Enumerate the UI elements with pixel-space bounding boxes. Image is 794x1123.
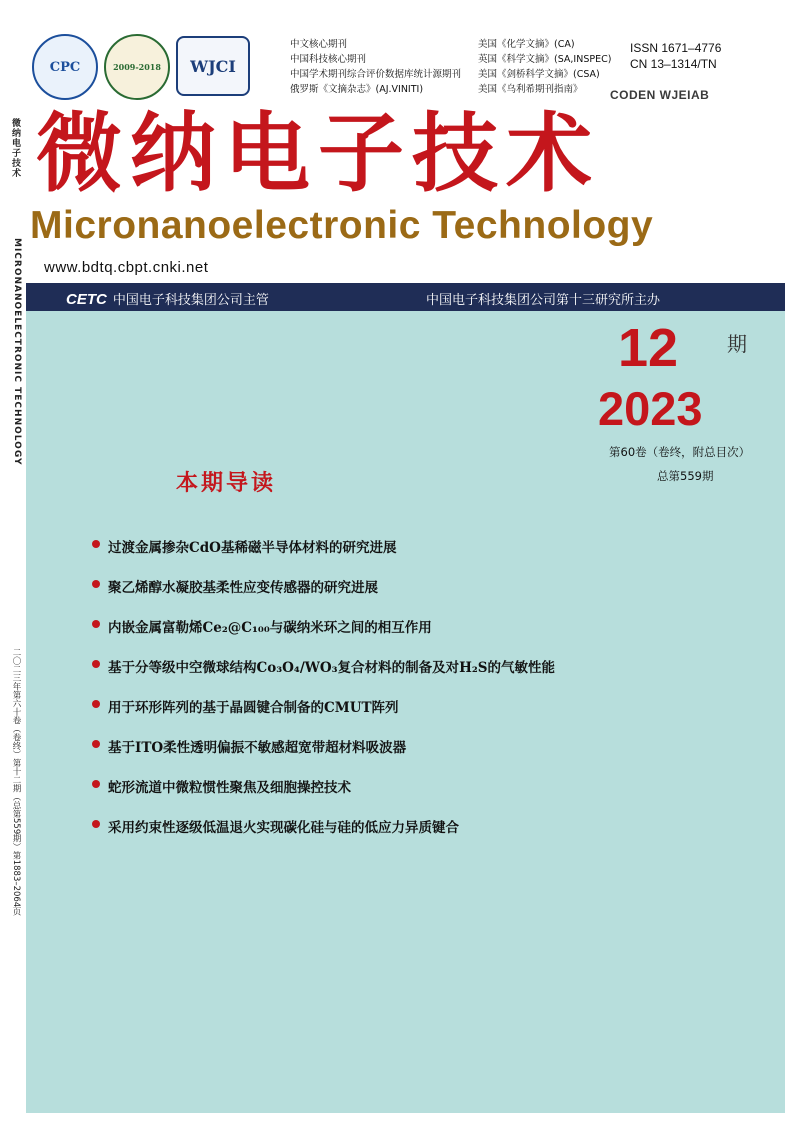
list-item: 采用约束性逐级低温退火实现碳化硅与硅的低应力异质键合 (92, 816, 555, 856)
award-seal-icon: 2009-2018 (104, 34, 170, 100)
sponsor-right: 中国电子科技集团公司第十三研究所主办 (426, 293, 661, 308)
indexing-item: 英国《科学文摘》(SA,INSPEC) (478, 54, 612, 65)
indexing-item: 俄罗斯《文摘杂志》(AJ.VINITI) (290, 84, 424, 95)
sponsor-left-text: 中国电子科技集团公司主管 (112, 293, 269, 308)
publisher-band (26, 283, 785, 311)
journal-title-cn: 微纳电子技术 (36, 103, 600, 204)
journal-url: www.bdtq.cbpt.cnki.net (44, 259, 209, 276)
indexing-list-left (290, 37, 461, 97)
list-item: 过渡金属掺杂CdO基稀磁半导体材料的研究进展 (92, 536, 555, 576)
bullet-icon (92, 780, 100, 788)
indexing-item: 中国科技核心期刊 (290, 54, 367, 65)
wjci-logo-icon: WJCI (176, 36, 250, 96)
article-list (92, 536, 555, 856)
guide-title: 本期导读 (176, 470, 277, 496)
bullet-icon (92, 540, 100, 548)
indexing-item: 中文核心期刊 (290, 39, 348, 50)
issn: ISSN 1671–4776 (630, 41, 722, 55)
cpc-logo-icon: CPC (32, 34, 98, 100)
issn-block (630, 40, 721, 72)
bullet-icon (92, 820, 100, 828)
bullet-icon (92, 700, 100, 708)
bullet-icon (92, 660, 100, 668)
list-item: 用于环形阵列的基于晶圆键合制备的CMUT阵列 (92, 696, 555, 736)
bullet-icon (92, 740, 100, 748)
spine-title-cn: 微纳电子技术 (10, 118, 20, 178)
indexing-item: 美国《化学文摘》(CA) (478, 39, 575, 50)
issue-suffix: 期 (727, 332, 747, 356)
list-item: 蛇形流道中微粒惯性聚焦及细胞操控技术 (92, 776, 555, 816)
coden: CODEN WJEIAB (610, 88, 710, 102)
sponsor-left (66, 289, 269, 308)
volume-info: 第60卷（卷终，附总目次） (609, 445, 751, 459)
spine (0, 0, 26, 1123)
spine-title-en: MICRONANOELECTRONIC TECHNOLOGY (12, 238, 22, 466)
list-item: 聚乙烯醇水凝胶基柔性应变传感器的研究进展 (92, 576, 555, 616)
issue-year: 2023 (598, 382, 703, 435)
cetc-logo: CETC (66, 291, 107, 308)
list-item: 基于分等级中空微球结构Co₃O₄/WO₃复合材料的制备及对H₂S的气敏性能 (92, 656, 555, 696)
spine-issue-info: 二〇二三年第六十卷（卷终）第十二期（总第559期）第1883–2064页 (11, 648, 21, 916)
cn-number: CN 13–1314/TN (630, 57, 717, 71)
bullet-icon (92, 580, 100, 588)
bottom-margin (26, 1113, 794, 1123)
journal-title-en: Micronanoelectronic Technology (30, 204, 654, 247)
issue-number: 12 (618, 318, 679, 378)
indexing-item: 中国学术期刊综合评价数据库统计源期刊 (290, 69, 462, 80)
list-item: 基于ITO柔性透明偏振不敏感超宽带超材料吸波器 (92, 736, 555, 776)
indexing-item: 美国《乌利希期刊指南》 (478, 84, 583, 95)
list-item: 内嵌金属富勒烯Ce₂@C₁₀₀与碳纳米环之间的相互作用 (92, 616, 555, 656)
total-issue: 总第559期 (657, 469, 714, 483)
indexing-item: 美国《剑桥科学文摘》(CSA) (478, 69, 600, 80)
bullet-icon (92, 620, 100, 628)
indexing-list-mid (478, 37, 611, 97)
